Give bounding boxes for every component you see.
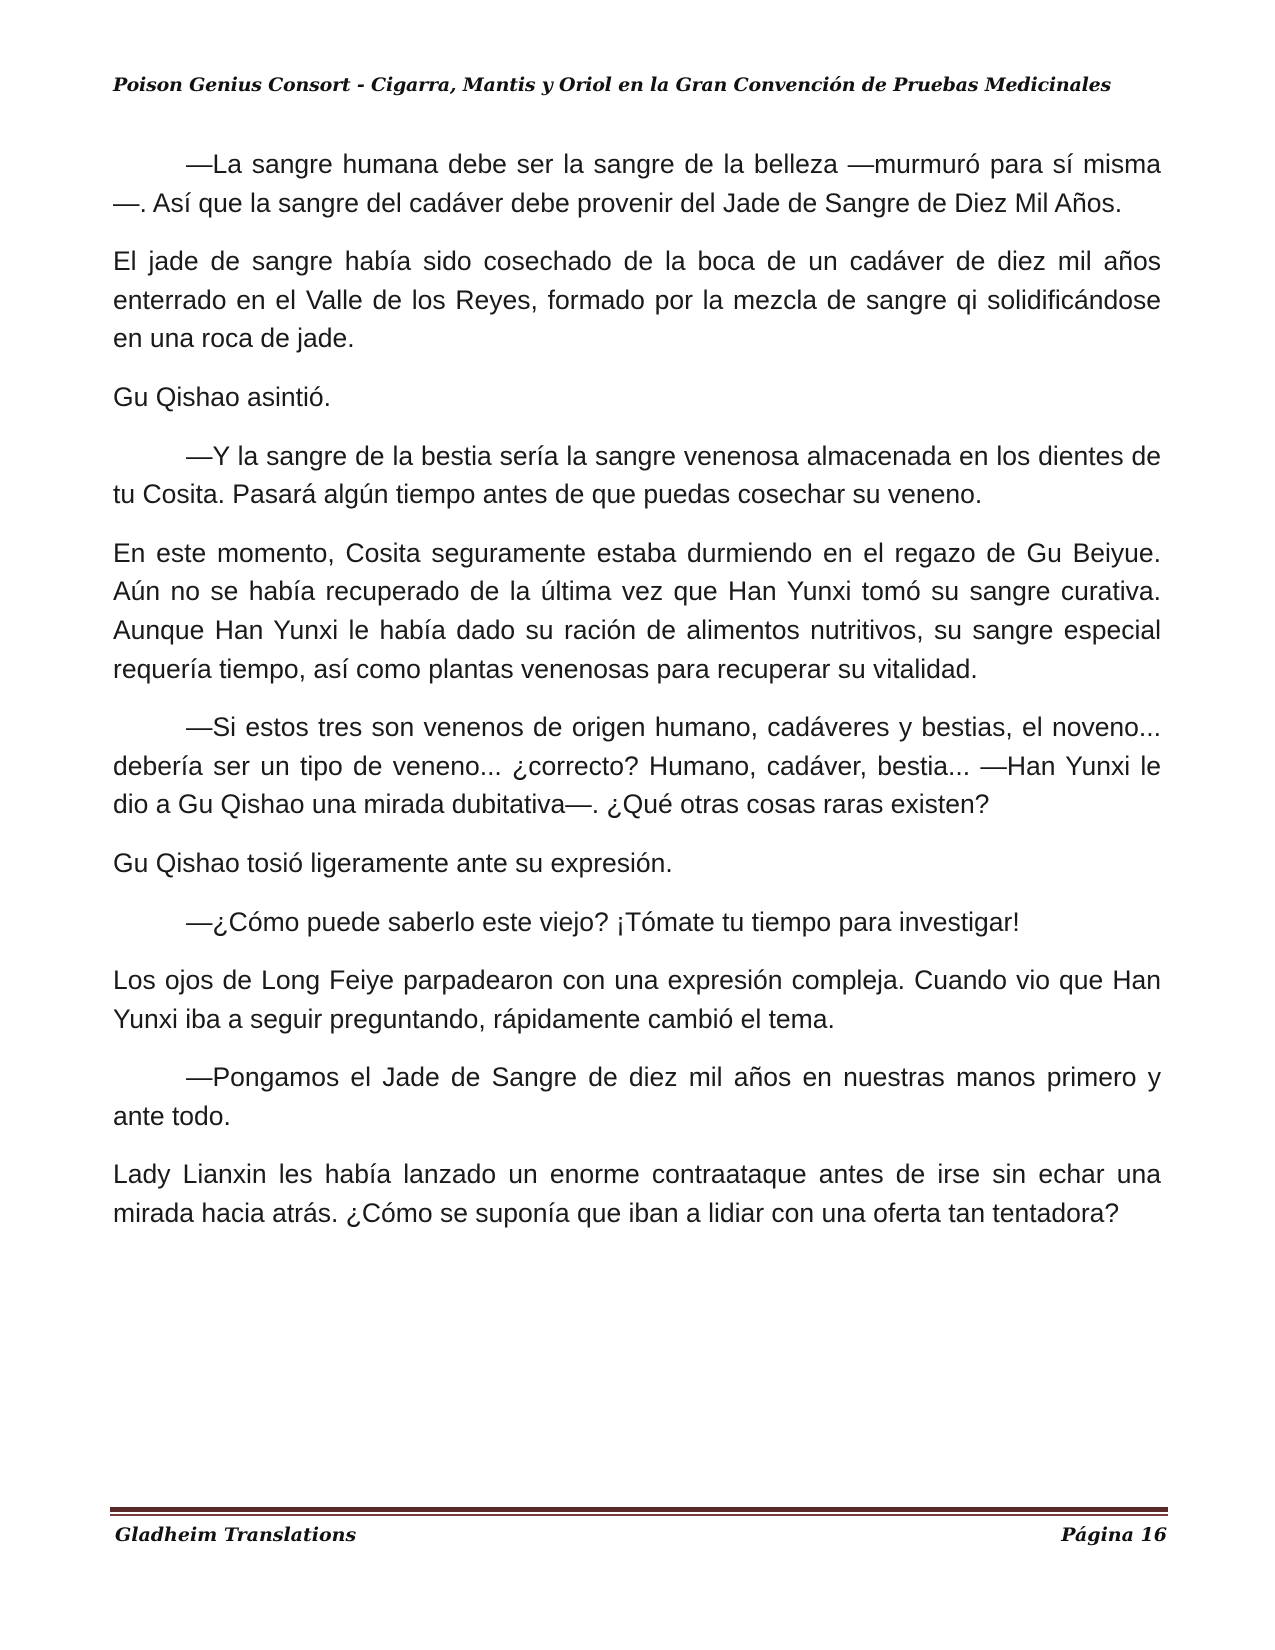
footer-publisher: Gladheim Translations: [115, 1524, 357, 1546]
paragraph: En este momento, Cosita seguramente estaba durmiendo en el regazo de Gu Beiyue. Aún no se había recuperado de la última vez que Han Yunxi tomó su sangre curativa. Aunque Han Yunxi le había dado su ración de alimentos nutritivos, su sangre especial requería tiempo, así como plantas venenosas para recuperar su vitalidad.: [113, 537, 1161, 684]
page-number: Página 16: [1061, 1524, 1167, 1546]
footer-rule-thick: [110, 1507, 1168, 1512]
paragraph: Gu Qishao asintió.: [113, 381, 332, 412]
paragraph: —¿Cómo puede saberlo este viejo? ¡Tómate tu tiempo para investigar!: [186, 906, 1020, 937]
paragraph: —Y la sangre de la bestia sería la sangre venenosa almacenada en los dientes de tu Cosita. Pasará algún tiempo antes de que puedas cosechar su veneno.: [113, 440, 1161, 510]
footer-rule: [110, 1507, 1168, 1516]
paragraph: —La sangre humana debe ser la sangre de la belleza —murmuró para sí misma—. Así que la sangre del cadáver debe provenir del Jade de Sangre de Diez Mil Años.: [113, 149, 1161, 218]
paragraph: Lady Lianxin les había lanzado un enorme contraataque antes de irse sin echar una mirada hacia atrás. ¿Cómo se suponía que iban a lidiar con una oferta tan tentadora?: [113, 1159, 1161, 1229]
paragraph: —Pongamos el Jade de Sangre de diez mil años en nuestras manos primero y ante todo.: [113, 1062, 1161, 1131]
body-text: [113, 145, 1161, 1253]
paragraph: Gu Qishao tosió ligeramente ante su expresión.: [113, 847, 673, 878]
paragraph: Los ojos de Long Feiye parpadearon con una expresión compleja. Cuando vio que Han Yunxi iba a seguir preguntando, rápidamente cambió el tema.: [113, 965, 1161, 1034]
paragraph: —Si estos tres son venenos de origen humano, cadáveres y bestias, el noveno... debería ser un tipo de veneno... ¿correcto? Humano, cadáver, bestia... —Han Yunxi le dio a Gu Qishao una mirada dubitativa—. ¿Qué otras cosas raras existen?: [113, 712, 1161, 820]
footer-rule-thin: [110, 1514, 1168, 1516]
paragraph: El jade de sangre había sido cosechado de la boca de un cadáver de diez mil años enterrado en el Valle de los Reyes, formado por la mezcla de sangre qi solidificándose en una roca de jade.: [113, 246, 1161, 354]
running-header: Poison Genius Consort - Cigarra, Mantis y Oriol en la Gran Convención de Pruebas Medicinales: [113, 74, 1112, 96]
